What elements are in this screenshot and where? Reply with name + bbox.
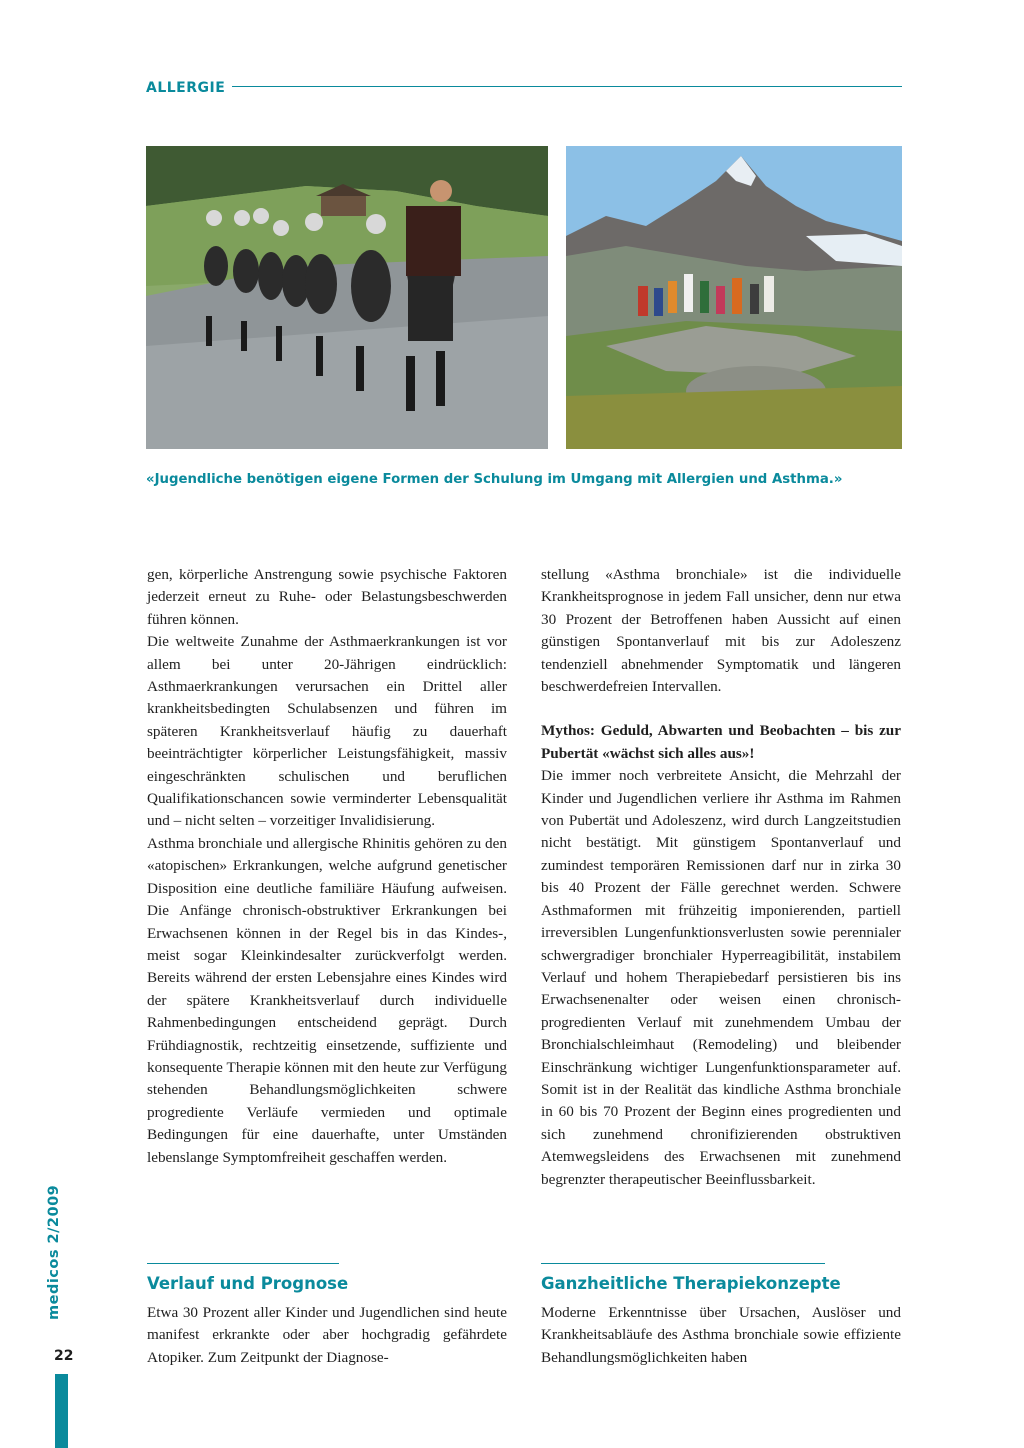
spacer [541,698,901,720]
paragraph: Die immer noch verbreitete Ansicht, die Mehrzahl der Kinder und Jugendlichen verliere ihr Asthma im Rahmen von Pubertät und Adoleszenz, wird durch Langzeitstudien nicht bestätigt. Mit günstigem Spontanverlauf und zumindest temporären Remissionen darf nur in zirka 30 bis 40 Prozent der Fälle gerechnet werden. Schwere Asthmaformen mit frühzeitig imponierenden, partiell irreversiblen Lungenfunktionsverlusten sowie perennialer schwergradiger bronchialer Hyperreagibilität, instabilem Verlauf und hohem Therapiebedarf persistieren bis ins Erwachsenenalter oder weisen einen chronisch-progredienten Verlauf mit zunehmendem Umbau der Bronchialschleimhaut (Remodeling) und bleibender Einschränkung wichtiger Lungenfunktionsparameter auf. Somit ist in der Realität das kindliche Asthma bronchiale in 60 bis 70 Prozent der Beginn eines progredienten und sich zunehmend chronifizierenden obstruktiven Atemwegsleidens des Erwachsenen mit zunehmend begrenzter therapeutischer Beeinflussbarkeit. [541,767,901,1188]
section-text-verlauf [147,1302,507,1369]
paragraph: Etwa 30 Prozent aller Kinder und Jugendlichen sind heute manifest erkrankte oder aber hochgradig gefährdete Atopiker. Zum Zeitpunkt der Diagnose- [147,1304,507,1366]
section-divider [541,1263,825,1264]
journal-issue: medicos 2/2009 [46,1184,62,1320]
photo-caption: «Jugendliche benötigen eigene Formen der Schulung im Umgang mit Allergien und Asthma.» [146,472,843,487]
header-rule [232,86,902,87]
section-text-therapie [541,1302,901,1369]
paragraph: gen, körperliche Anstrengung sowie psychische Faktoren jederzeit erneut zu Ruhe- oder Belastungsbeschwerden führen können. [147,566,507,628]
section-heading-therapie: Ganzheitliche Therapiekonzepte [541,1274,841,1293]
paragraph: Die weltweite Zunahme der Asthmaerkrankungen ist vor allem bei unter 20-Jährigen eindrücklich: Asthmaerkrankungen verursachen ein Drittel aller krankheitsbedingten Schulabsenzen und führen im späteren Krankheitsverlauf häufig zu dauerhaft beeinträchtigter körperlicher Leistungsfähigkeit, massiv eingeschränkten schulischen und beruflichen Qualifikationschancen sowie verminderter Lebensqualität und – nicht selten – vorzeitiger Invalidisierung. [147,633,507,830]
section-heading-verlauf: Verlauf und Prognose [147,1274,349,1293]
section-divider [147,1263,339,1264]
right-column [541,564,901,1191]
section-label: ALLERGIE [146,80,226,96]
subheading-mythos: Mythos: Geduld, Abwarten und Beobachten – bis zur Pubertät «wächst sich alles aus»! [541,722,901,762]
left-column [147,564,507,1169]
paragraph: Asthma bronchiale und allergische Rhinitis gehören zu den «atopischen» Erkrankungen, welche aufgrund genetischer Disposition eine deutliche familiäre Häufung aufweisen. Die Anfänge chronisch-obstruktiver Erkrankungen bei Erwachsenen können in der Regel bis in das Kindes-, meist sogar Kleinkindesalter zurückverfolgt werden. Bereits während der ersten Lebensjahre eines Kindes wird der spätere Krankheitsverlauf durch individuelle Rahmenbedingungen entscheidend geprägt. Durch Frühdiagnostik, rechtzeitig einsetzende, suffiziente und konsequente Therapie können mit den heute zur Verfügung stehenden Behandlungsmöglichkeiten schwere progrediente Verläufe vermieden und optimale Bedingungen für eine dauerhafte, unter Umständen lebenslange Symptomfreiheit geschaffen werden. [147,834,507,1166]
page-number: 22 [54,1348,74,1364]
page-accent-bar [55,1374,68,1448]
paragraph: stellung «Asthma bronchiale» ist die individuelle Krankheitsprognose in jedem Fall unsicher, denn nur etwa 30 Prozent der Betroffenen haben Aussicht auf einen günstigen Spontanverlauf mit bis zur Adoleszenz tendenziell abnehmender Symptomatik und längeren beschwerdefreien Intervallen. [541,566,901,696]
photo-mountain-group [566,146,902,449]
paragraph: Moderne Erkenntnisse über Ursachen, Auslöser und Krankheitsabläufe des Asthma bronchiale sowie effiziente Behandlungsmöglichkeiten haben [541,1304,901,1366]
photo-inline-skaters [146,146,548,449]
